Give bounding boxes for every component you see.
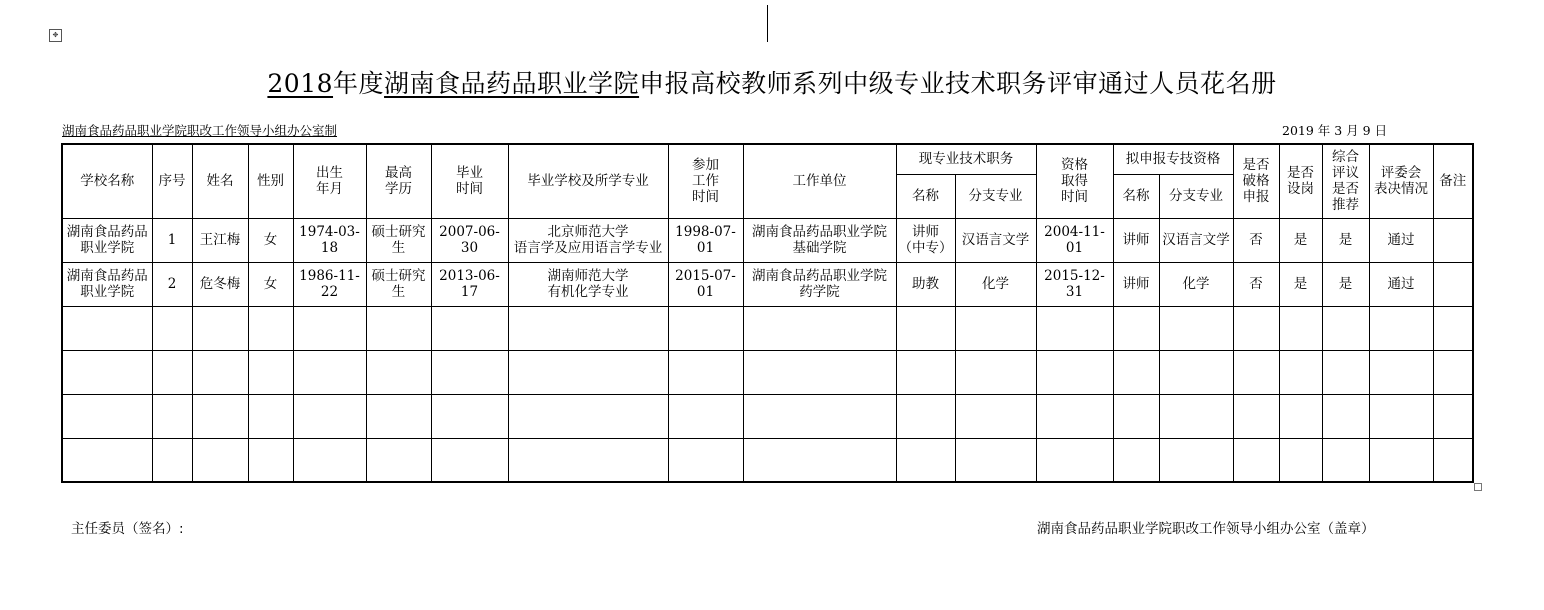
cell-work-start[interactable]: 2015-07-01 [668, 262, 743, 306]
cell-committee[interactable]: 通过 [1369, 262, 1433, 306]
empty-cell[interactable] [1036, 350, 1113, 394]
empty-cell[interactable] [293, 438, 366, 482]
empty-cell[interactable] [1113, 438, 1159, 482]
cell-cur-title-branch[interactable]: 化学 [955, 262, 1036, 306]
empty-cell[interactable] [508, 350, 668, 394]
empty-cell[interactable] [1233, 350, 1279, 394]
cell-edu[interactable]: 硕士研究 生 [366, 218, 431, 262]
empty-row [62, 438, 1473, 482]
empty-cell[interactable] [1322, 350, 1369, 394]
empty-cell[interactable] [1369, 438, 1433, 482]
header-cur-title-name: 名称 [896, 174, 955, 218]
empty-cell[interactable] [668, 306, 743, 350]
empty-cell[interactable] [508, 306, 668, 350]
table-row [62, 218, 1473, 262]
empty-cell[interactable] [508, 394, 668, 438]
empty-cell[interactable] [293, 350, 366, 394]
empty-cell[interactable] [743, 350, 896, 394]
cell-gender[interactable]: 女 [248, 262, 293, 306]
cell-major[interactable]: 北京师范大学 语言学及应用语言学专业 [508, 218, 668, 262]
empty-cell[interactable] [743, 438, 896, 482]
cell-post[interactable]: 是 [1279, 218, 1322, 262]
empty-row [62, 394, 1473, 438]
header-post: 是否 设岗 [1279, 144, 1322, 218]
empty-cell[interactable] [192, 394, 248, 438]
header-name: 姓名 [192, 144, 248, 218]
empty-cell[interactable] [431, 394, 508, 438]
empty-cell[interactable] [1433, 306, 1473, 350]
empty-cell[interactable] [743, 306, 896, 350]
empty-cell[interactable] [1433, 394, 1473, 438]
empty-cell[interactable] [896, 350, 955, 394]
empty-cell[interactable] [1036, 394, 1113, 438]
empty-cell[interactable] [192, 306, 248, 350]
header-remark: 备注 [1433, 144, 1473, 218]
empty-cell[interactable] [955, 306, 1036, 350]
empty-cell[interactable] [248, 306, 293, 350]
empty-cell[interactable] [1233, 394, 1279, 438]
empty-cell[interactable] [1159, 438, 1233, 482]
cell-work-start[interactable]: 1998-07-01 [668, 218, 743, 262]
header-work-start: 参加 工作 时间 [668, 144, 743, 218]
empty-row [62, 306, 1473, 350]
cell-remark[interactable] [1433, 218, 1473, 262]
cell-post[interactable]: 是 [1279, 262, 1322, 306]
document-title [0, 64, 1544, 100]
table-move-handle-icon[interactable]: ✥ [49, 29, 62, 42]
empty-cell[interactable] [248, 350, 293, 394]
empty-cell[interactable] [366, 394, 431, 438]
cell-exception[interactable]: 否 [1233, 218, 1279, 262]
cell-seq[interactable]: 2 [152, 262, 192, 306]
empty-cell[interactable] [152, 394, 192, 438]
empty-cell[interactable] [1279, 306, 1322, 350]
header-apply-group: 拟申报专技资格 [1113, 144, 1233, 174]
empty-row [62, 350, 1473, 394]
empty-cell[interactable] [293, 394, 366, 438]
empty-cell[interactable] [1279, 394, 1322, 438]
empty-cell[interactable] [1433, 350, 1473, 394]
empty-cell[interactable] [192, 438, 248, 482]
empty-cell[interactable] [152, 350, 192, 394]
header-cur-title-group: 现专业技术职务 [896, 144, 1036, 174]
cell-qual-date[interactable]: 2015-12-31 [1036, 262, 1113, 306]
cell-apply-branch[interactable]: 化学 [1159, 262, 1233, 306]
header-edu: 最高 学历 [366, 144, 431, 218]
table-row [62, 262, 1473, 306]
empty-cell[interactable] [152, 306, 192, 350]
empty-cell[interactable] [896, 394, 955, 438]
cell-cur-title-name[interactable]: 助教 [896, 262, 955, 306]
empty-cell[interactable] [955, 438, 1036, 482]
empty-cell[interactable] [1159, 306, 1233, 350]
cell-edu[interactable]: 硕士研究 生 [366, 262, 431, 306]
empty-cell[interactable] [1036, 438, 1113, 482]
empty-cell[interactable] [668, 350, 743, 394]
empty-cell[interactable] [668, 394, 743, 438]
empty-cell[interactable] [1113, 394, 1159, 438]
empty-cell[interactable] [62, 350, 152, 394]
empty-cell[interactable] [1113, 306, 1159, 350]
header-committee: 评委会 表决情况 [1369, 144, 1433, 218]
empty-cell[interactable] [896, 306, 955, 350]
empty-cell[interactable] [1369, 306, 1433, 350]
header-gender: 性别 [248, 144, 293, 218]
empty-cell[interactable] [1322, 438, 1369, 482]
cell-cur-title-branch[interactable]: 汉语言文学 [955, 218, 1036, 262]
empty-cell[interactable] [955, 350, 1036, 394]
empty-cell[interactable] [1159, 350, 1233, 394]
header-apply-branch: 分支专业 [1159, 174, 1233, 218]
empty-cell[interactable] [1233, 438, 1279, 482]
date-label: 2019 年 3 月 9 日 [1282, 123, 1388, 138]
cell-major[interactable]: 湖南师范大学 有机化学专业 [508, 262, 668, 306]
empty-cell[interactable] [1322, 306, 1369, 350]
header-school: 学校名称 [62, 144, 152, 218]
empty-cell[interactable] [1369, 350, 1433, 394]
empty-cell[interactable] [1322, 394, 1369, 438]
header-major: 毕业学校及所学专业 [508, 144, 668, 218]
empty-cell[interactable] [366, 306, 431, 350]
empty-cell[interactable] [743, 394, 896, 438]
cell-birth[interactable]: 1986-11-22 [293, 262, 366, 306]
cell-name[interactable]: 王江梅 [192, 218, 248, 262]
empty-cell[interactable] [431, 306, 508, 350]
empty-cell[interactable] [1159, 394, 1233, 438]
empty-cell[interactable] [955, 394, 1036, 438]
cell-school[interactable]: 湖南食品药品 职业学院 [62, 218, 152, 262]
header-review: 综合 评议 是否 推荐 [1322, 144, 1369, 218]
cell-committee[interactable]: 通过 [1369, 218, 1433, 262]
cell-review[interactable]: 是 [1322, 218, 1369, 262]
cell-unit[interactable]: 湖南食品药品职业学院 基础学院 [743, 218, 896, 262]
empty-cell[interactable] [1279, 350, 1322, 394]
text-cursor [767, 5, 768, 42]
empty-cell[interactable] [896, 438, 955, 482]
header-exception: 是否 破格 申报 [1233, 144, 1279, 218]
cell-apply-name[interactable]: 讲师 [1113, 262, 1159, 306]
header-seq: 序号 [152, 144, 192, 218]
cell-cur-title-name[interactable]: 讲师 （中专） [896, 218, 955, 262]
empty-cell[interactable] [668, 438, 743, 482]
header-birth: 出生 年月 [293, 144, 366, 218]
header-grad: 毕业 时间 [431, 144, 508, 218]
cell-unit[interactable]: 湖南食品药品职业学院 药学院 [743, 262, 896, 306]
cell-exception[interactable]: 否 [1233, 262, 1279, 306]
empty-cell[interactable] [431, 438, 508, 482]
empty-cell[interactable] [1433, 438, 1473, 482]
header-qual-date: 资格 取得 时间 [1036, 144, 1113, 218]
empty-cell[interactable] [366, 438, 431, 482]
cell-qual-date[interactable]: 2004-11-01 [1036, 218, 1113, 262]
seal-label: 湖南食品药品职业学院职改工作领导小组办公室（盖章） [1037, 521, 1375, 537]
table-resize-handle[interactable] [1474, 483, 1482, 491]
empty-cell[interactable] [248, 394, 293, 438]
cell-apply-name[interactable]: 讲师 [1113, 218, 1159, 262]
header-cur-title-branch: 分支专业 [955, 174, 1036, 218]
cell-remark[interactable] [1433, 262, 1473, 306]
cell-school[interactable]: 湖南食品药品 职业学院 [62, 262, 152, 306]
empty-cell[interactable] [62, 306, 152, 350]
cell-apply-branch[interactable]: 汉语言文学 [1159, 218, 1233, 262]
empty-cell[interactable] [192, 350, 248, 394]
title-mid: 年度 [333, 69, 385, 98]
empty-cell[interactable] [1369, 394, 1433, 438]
empty-cell[interactable] [293, 306, 366, 350]
cell-grad[interactable]: 2013-06-17 [431, 262, 508, 306]
empty-cell[interactable] [62, 438, 152, 482]
empty-cell[interactable] [152, 438, 192, 482]
title-rest: 申报高校教师系列中级专业技术职务评审通过人员花名册 [639, 69, 1277, 98]
empty-cell[interactable] [508, 438, 668, 482]
empty-cell[interactable] [431, 350, 508, 394]
title-year: 2018 [267, 69, 334, 98]
empty-cell[interactable] [62, 394, 152, 438]
maker-label: 湖南食品药品职业学院职改工作领导小组办公室制 [62, 123, 338, 138]
empty-cell[interactable] [1036, 306, 1113, 350]
cell-seq[interactable]: 1 [152, 218, 192, 262]
cell-review[interactable]: 是 [1322, 262, 1369, 306]
empty-cell[interactable] [366, 350, 431, 394]
cell-birth[interactable]: 1974-03-18 [293, 218, 366, 262]
empty-cell[interactable] [1113, 350, 1159, 394]
cell-name[interactable]: 危冬梅 [192, 262, 248, 306]
cell-gender[interactable]: 女 [248, 218, 293, 262]
empty-cell[interactable] [248, 438, 293, 482]
title-school: 湖南食品药品职业学院 [384, 69, 640, 98]
header-apply-name: 名称 [1113, 174, 1159, 218]
cell-grad[interactable]: 2007-06-30 [431, 218, 508, 262]
roster-table [61, 143, 1474, 483]
empty-cell[interactable] [1279, 438, 1322, 482]
header-unit: 工作单位 [743, 144, 896, 218]
signer-label: 主任委员（签名）: [71, 521, 184, 537]
empty-cell[interactable] [1233, 306, 1279, 350]
